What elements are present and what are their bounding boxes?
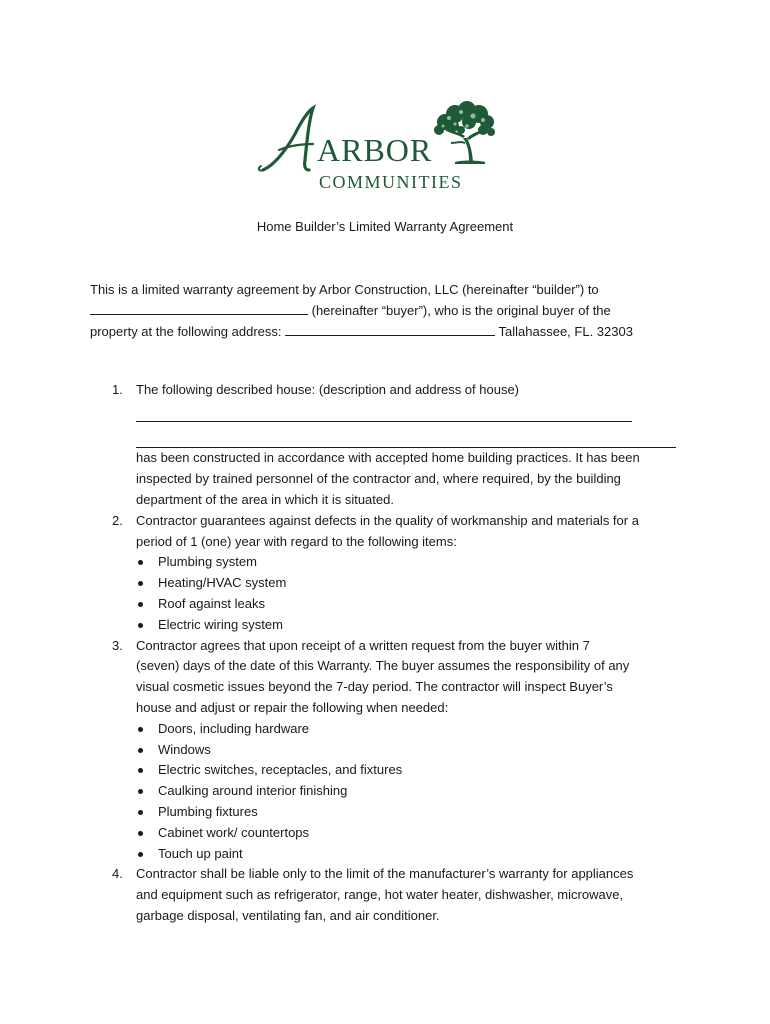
item-number: 1.: [112, 382, 123, 397]
bullet-item: [90, 615, 690, 636]
house-description-blank-1[interactable]: [136, 401, 632, 422]
arbor-communities-logo: [255, 100, 495, 200]
item-3-line: Contractor agrees that upon receipt of a written request from the buyer within 7: [136, 637, 590, 653]
bullet-dot-icon: [138, 748, 143, 753]
item-1-line: has been constructed in accordance with accepted home building practices. It has been: [136, 450, 640, 466]
bullet-dot-icon: [138, 623, 143, 628]
tree-icon: [434, 101, 495, 164]
item-1-lead: The following described house: (description and address of house): [136, 382, 520, 397]
item-number: 4.: [112, 866, 123, 882]
property-address-blank[interactable]: [285, 322, 495, 336]
bullet-item: [90, 594, 690, 615]
item-3-bullets: [90, 719, 690, 865]
item-4-line: garbage disposal, ventilating fan, and air conditioner.: [136, 907, 440, 923]
intro-line-2: [90, 300, 690, 321]
logo-wordmark-rbor: ARBOR: [317, 132, 433, 168]
house-description-blank-2[interactable]: [136, 428, 676, 449]
intro-line-1: This is a limited warranty agreement by Arbor Construction, LLC (hereinafter “builder”) to: [90, 282, 599, 297]
bullet-item: [90, 760, 690, 781]
bullet-dot-icon: [138, 831, 143, 836]
bullet-item: [90, 552, 690, 573]
bullet-item: [90, 823, 690, 844]
item-4-line: Contractor shall be liable only to the limit of the manufacturer’s warranty for appliances: [136, 866, 634, 882]
warranty-terms-list: [90, 380, 690, 927]
bullet-text: Doors, including hardware: [158, 720, 310, 736]
intro-line-2-text: (hereinafter “buyer”), who is the original buyer of the: [311, 303, 611, 318]
bullet-text: Windows: [158, 741, 211, 757]
item-4-line: and equipment such as refrigerator, range, hot water heater, dishwasher, microwave,: [136, 887, 624, 903]
item-2-line: period of 1 (one) year with regard to the following items:: [136, 533, 457, 549]
list-item-2: [90, 511, 690, 553]
item-1-line: inspected by trained personnel of the contractor and, where required, by the building: [136, 471, 621, 487]
list-item-3: [90, 636, 690, 719]
item-2-line: Contractor guarantees against defects in the quality of workmanship and materials for a: [136, 512, 639, 528]
buyer-name-blank[interactable]: [90, 301, 308, 315]
item-2-bullets: [90, 552, 690, 635]
intro-line-3-lead: property at the following address:: [90, 324, 282, 339]
intro-paragraph: [90, 279, 690, 342]
bullet-item: [90, 781, 690, 802]
bullet-text: Cabinet work/ countertops: [158, 824, 310, 840]
bullet-text: Plumbing system: [158, 554, 257, 570]
bullet-item: [90, 740, 690, 761]
bullet-item: [90, 573, 690, 594]
item-1-line: department of the area in which it is situated.: [136, 491, 394, 507]
bullet-item: [90, 719, 690, 740]
script-a-mark: [263, 108, 313, 170]
bullet-text: Caulking around interior finishing: [158, 783, 348, 799]
bullet-dot-icon: [138, 789, 143, 794]
bullet-text: Touch up paint: [158, 845, 243, 861]
bullet-text: Heating/HVAC system: [158, 575, 287, 591]
bullet-item: [90, 844, 690, 865]
list-item-1: [90, 380, 690, 511]
item-3-line: visual cosmetic issues beyond the 7-day period. The contractor will inspect Buyer’s: [136, 679, 613, 695]
item-3-line: house and adjust or repair the following when needed:: [136, 699, 449, 715]
bullet-dot-icon: [138, 560, 143, 565]
item-number: 3.: [112, 637, 123, 653]
logo-wordmark-communities: COMMUNITIES: [319, 172, 463, 192]
document-title: Home Builder’s Limited Warranty Agreement: [256, 219, 514, 234]
bullet-dot-icon: [138, 602, 143, 607]
item-3-line: (seven) days of the date of this Warranty. The buyer assumes the responsibility of any: [136, 658, 630, 674]
bullet-item: [90, 802, 690, 823]
bullet-dot-icon: [138, 581, 143, 586]
bullet-dot-icon: [138, 768, 143, 773]
list-item-4: [90, 864, 690, 926]
intro-line-3: [90, 321, 690, 342]
bullet-dot-icon: [138, 852, 143, 857]
bullet-text: Electric switches, receptacles, and fixtures: [158, 762, 403, 778]
intro-line-3-city: Tallahassee, FL. 32303: [498, 324, 633, 339]
bullet-text: Plumbing fixtures: [158, 803, 258, 819]
bullet-dot-icon: [138, 810, 143, 815]
item-number: 2.: [112, 512, 123, 528]
bullet-text: Roof against leaks: [158, 595, 265, 611]
bullet-text: Electric wiring system: [158, 616, 283, 632]
bullet-dot-icon: [138, 727, 143, 732]
